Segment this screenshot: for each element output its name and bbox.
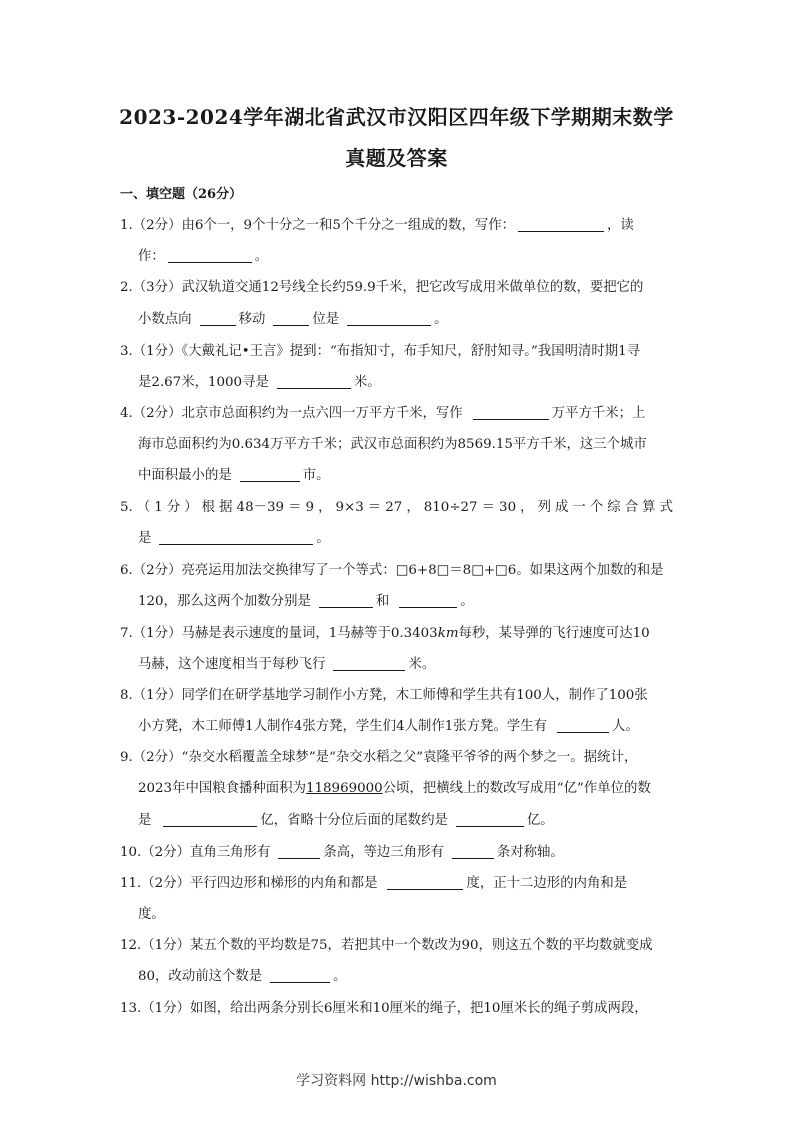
footer-watermark: 学习资料网 http://wishba.com: [296, 1073, 497, 1089]
q3-text-end: 米。: [353, 375, 381, 390]
answer-blank: [273, 310, 309, 326]
q9-line3: [138, 811, 554, 831]
answer-blank: [452, 843, 494, 859]
q12-text: 80，改动前这个数是: [138, 969, 263, 984]
q12-line1: 12.（1分）某五个数的平均数是75，若把其中一个数改为90，则这五个数的平均数就变成: [120, 938, 653, 953]
q2-text-end: 。: [434, 312, 448, 327]
q7-text-end: 米。: [408, 657, 436, 672]
q6-text-end: 。: [460, 594, 474, 609]
section-heading: 一、填空题（26分）: [120, 187, 243, 202]
q4-text: 万平方千米；上: [551, 406, 646, 421]
q11-line2: 度。: [138, 907, 165, 922]
q8-text: 小方凳，木工师傅1人制作4张方凳，学生们4人制作1张方凳。学生有: [138, 719, 548, 734]
answer-blank: [399, 592, 457, 608]
q10-text: 条高，等边三角形有: [323, 845, 444, 860]
q4-line1: [120, 404, 645, 424]
unit-km: km: [437, 626, 459, 641]
answer-blank: [240, 466, 300, 482]
q4-text: 中面积最小的是: [138, 468, 232, 483]
q7-line1: [120, 624, 650, 644]
q1-line1: [120, 216, 634, 236]
q11-text: 11.（2分）平行四边形和梯形的内角和都是: [120, 876, 378, 891]
q9-text-end: 亿。: [526, 813, 554, 828]
q9-text: 亿，省略十分位后面的尾数约是: [260, 813, 448, 828]
q6-text: 和: [375, 594, 390, 609]
answer-blank: [277, 373, 351, 389]
answer-blank: [159, 529, 313, 545]
q4-line2: 海市总面积约为0.634万平方千米；武汉市总面积约为8569.15平方千米，这三个城市: [138, 437, 647, 452]
q3-line2: [138, 373, 381, 393]
q12-text-end: 。: [333, 969, 347, 984]
q6-line1: 6.（2分）亮亮运用加法交换律写了一个等式：□6+8□＝8□+□6。如果这两个加数的和是: [120, 563, 664, 578]
q8-line2: [138, 717, 639, 737]
q5-text: 是: [138, 531, 152, 546]
q11-line1: [120, 874, 627, 894]
q4-text: 4.（2分）北京市总面积约为一点六四一万平方千米，写作: [120, 406, 463, 421]
q2-line2: [138, 310, 448, 330]
answer-blank: [319, 592, 373, 608]
answer-blank: [456, 811, 524, 827]
q5-line1: 5.（1分）根据48－39＝9，9×3＝27，810÷27＝30，列成一个综合算式: [120, 500, 673, 515]
q6-line2: [138, 592, 474, 612]
q9-text: 是: [138, 813, 152, 828]
q2-text: 移动: [238, 312, 266, 327]
q5-text-end: 。: [316, 531, 330, 546]
doc-title-line2: 真题及答案: [345, 146, 448, 170]
q4-text-end: 市。: [302, 468, 330, 483]
q10-line1: [120, 843, 564, 863]
q2-line1: 2.（3分）武汉轨道交通12号线全长约59.9千米，把它改写成用米做单位的数，要把它的: [120, 280, 644, 295]
q7-line2: [138, 655, 435, 675]
q6-text: 120，那么这两个加数分别是: [138, 594, 311, 609]
q4-line3: [138, 466, 330, 486]
q1-text-end: 。: [254, 249, 269, 264]
q1-text: 1.（2分）由6个一，9个十分之一和5个千分之一组成的数，写作：: [120, 218, 516, 233]
q10-text: 条对称轴。: [496, 845, 564, 860]
q7-text: 马赫，这个速度相当于每秒飞行: [138, 657, 326, 672]
answer-blank: [333, 655, 405, 671]
q10-text: 10.（2分）直角三角形有: [120, 845, 271, 860]
q9-text: 公顷，把横线上的数改写成用“亿”作单位的数: [382, 781, 651, 796]
answer-blank: [163, 811, 257, 827]
answer-blank: [473, 404, 549, 420]
q12-line2: [138, 967, 347, 987]
answer-blank: [200, 310, 236, 326]
doc-title-line1: 2023-2024学年湖北省武汉市汉阳区四年级下学期期末数学: [119, 105, 674, 129]
q3-line1: 3.（1分）《大戴礼记•王言》提到：“布指知寸，布手知尺，舒肘知寻。”我国明清时期1寻: [120, 344, 641, 359]
q13-line1: 13.（1分）如图，给出两条分别长6厘米和10厘米的绳子，把10厘米长的绳子剪成两段，: [120, 1001, 648, 1016]
underlined-number: 118969000: [305, 781, 383, 796]
q2-text: 位是: [312, 312, 340, 327]
q9-line1: 9.（2分）“杂交水稻覆盖全球梦”是“杂交水稻之父”袁隆平爷爷的两个梦之一。据统计，: [120, 750, 638, 765]
q1-text-end: ，读: [607, 218, 634, 233]
q5-line2: [138, 529, 330, 549]
q11-text: 度，正十二边形的内角和是: [466, 876, 628, 891]
q7-text: 每秒，某导弹的飞行速度可达10: [458, 626, 650, 641]
q1-line2: [138, 247, 268, 267]
answer-blank: [270, 967, 330, 983]
answer-blank: [557, 717, 609, 733]
q9-text: 2023年中国粮食播种面积为: [138, 781, 306, 796]
q8-text-end: 人。: [612, 719, 639, 734]
answer-blank: [518, 216, 604, 232]
q7-text: 7.（1分）马赫是表示速度的量词，1马赫等于0.3403: [120, 626, 438, 641]
answer-blank: [168, 247, 252, 263]
answer-blank: [347, 310, 431, 326]
answer-blank: [278, 843, 320, 859]
answer-blank: [387, 874, 463, 890]
q8-line1: 8.（1分）同学们在研学基地学习制作小方凳，木工师傅和学生共有100人，制作了100张: [120, 688, 648, 703]
q1-text: 作：: [138, 249, 165, 264]
q3-text: 是2.67米，1000寻是: [138, 375, 269, 390]
q2-text: 小数点向: [138, 312, 192, 327]
q9-line2: [138, 779, 651, 799]
